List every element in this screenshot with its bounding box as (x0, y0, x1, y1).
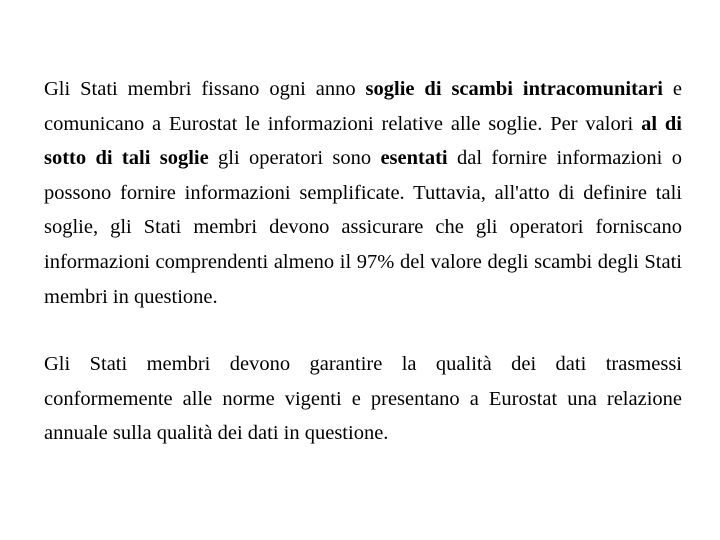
paragraph-thresholds (44, 72, 682, 314)
bold-text-run: al di sotto di tali soglie (44, 112, 682, 170)
slide-body (44, 72, 682, 451)
paragraph-quality (44, 347, 682, 451)
bold-text-run: soglie di scambi intracomunitari (365, 78, 663, 100)
text-run: dal fornire informazioni o possono fornire informazioni semplificate. Tuttavia, all'atto di definire tali soglie, gli Stati membri devono assicurare che gli operatori forniscano informazioni comprendenti almeno il 97% del valore degli scambi degli Stati membri in questione. (44, 147, 682, 308)
text-run: gli operatori sono (208, 147, 381, 170)
bold-text-run: esentati (380, 147, 448, 170)
text-run: Gli Stati membri devono garantire la qualità dei dati trasmessi conformemente alle norme vigenti e presentano a Eurostat una relazione annuale sulla qualità dei dati in questione. (44, 353, 682, 445)
text-run: Gli Stati membri fissano ogni anno (44, 78, 366, 100)
text-run: e comunicano a Eurostat le informazioni relative alle soglie. Per valori (44, 78, 682, 135)
